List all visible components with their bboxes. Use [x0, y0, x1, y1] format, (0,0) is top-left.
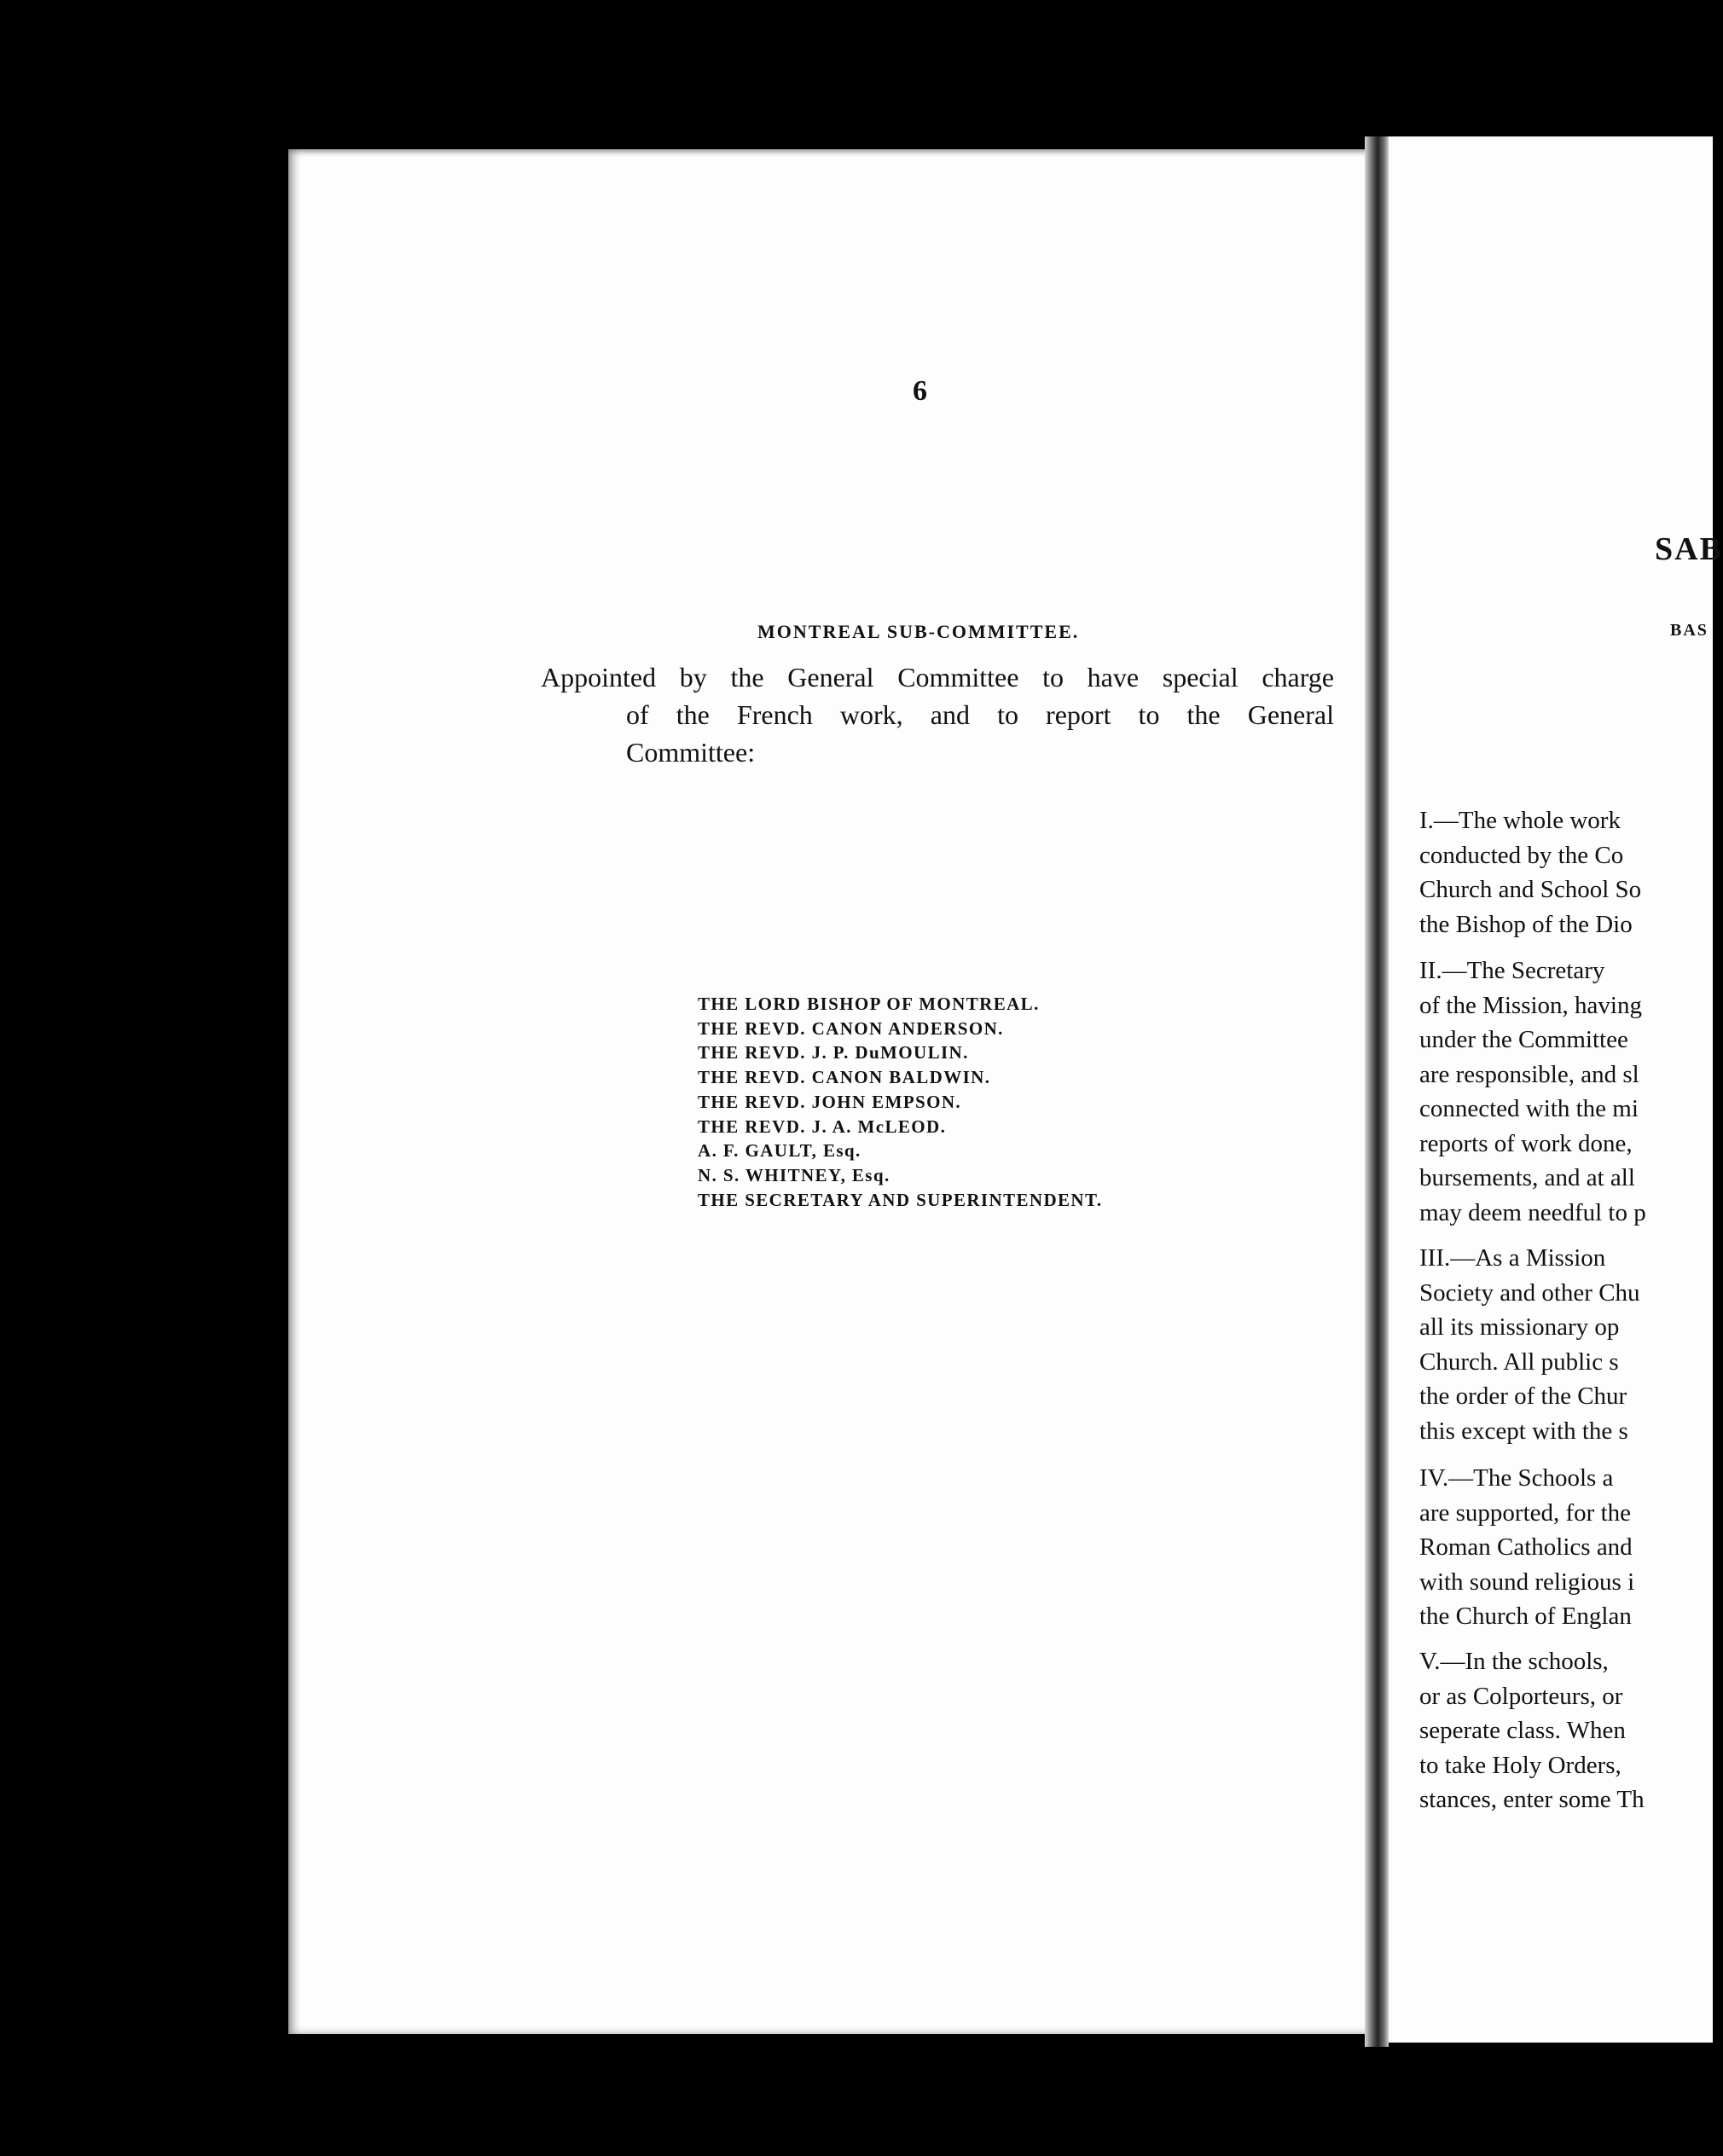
- member-name: THE LORD BISHOP OF MONTREAL.: [698, 994, 1040, 1014]
- text-line: with sound religious i: [1419, 1568, 1635, 1596]
- paragraph-v: [1419, 1644, 1645, 1817]
- paragraph-iii: [1419, 1241, 1640, 1448]
- text-line: or as Colporteurs, or: [1419, 1682, 1623, 1710]
- member-name: THE SECRETARY AND SUPERINTENDENT.: [698, 1189, 1103, 1210]
- committee-description: [541, 658, 1334, 771]
- text-line: the order of the Chur: [1419, 1382, 1627, 1410]
- description-line: Appointed by the General Committee to have special charge: [541, 662, 1334, 693]
- member-name: A. F. GAULT, Esq.: [698, 1140, 862, 1162]
- text-line: Church. All public s: [1419, 1348, 1619, 1376]
- text-line: are responsible, and sl: [1419, 1060, 1639, 1088]
- right-page: [1389, 136, 1723, 2043]
- description-line: of the French work, and to report to the General: [626, 699, 1334, 730]
- page-number: 6: [913, 375, 927, 407]
- text-line: to take Holy Orders,: [1419, 1751, 1621, 1779]
- text-line: the Bishop of the Dio: [1419, 910, 1633, 938]
- text-line: the Church of Englan: [1419, 1603, 1632, 1630]
- text-line: IV.—The Schools a: [1419, 1464, 1614, 1492]
- paragraph-i: [1419, 803, 1641, 942]
- text-line: stances, enter some Th: [1419, 1786, 1645, 1813]
- member-name: N. S. WHITNEY, Esq.: [698, 1164, 891, 1185]
- right-page-subheading: BAS: [1670, 621, 1708, 640]
- member-name: THE REVD. CANON ANDERSON.: [698, 1017, 1004, 1039]
- text-line: may deem needful to p: [1419, 1198, 1646, 1226]
- committee-title: MONTREAL SUB-COMMITTEE.: [757, 621, 1080, 642]
- paragraph-iv: [1419, 1461, 1634, 1634]
- text-line: this except with the s: [1419, 1417, 1628, 1445]
- text-line: III.—As a Mission: [1419, 1244, 1606, 1272]
- text-line: conducted by the Co: [1419, 841, 1624, 869]
- text-line: Society and other Chu: [1419, 1278, 1640, 1307]
- text-line: connected with the mi: [1419, 1095, 1639, 1122]
- text-line: of the Mission, having: [1419, 991, 1642, 1019]
- text-line: are supported, for the: [1419, 1498, 1632, 1527]
- text-line: II.—The Secretary: [1419, 957, 1605, 984]
- member-name: THE REVD. J. A. McLEOD.: [698, 1116, 947, 1137]
- text-line: reports of work done,: [1419, 1129, 1633, 1157]
- member-list: [698, 992, 1103, 1212]
- text-line: under the Committee: [1419, 1026, 1628, 1053]
- text-line: seperate class. When: [1419, 1717, 1626, 1744]
- right-page-heading: SAB: [1655, 531, 1723, 567]
- member-name: THE REVD. CANON BALDWIN.: [698, 1067, 991, 1088]
- member-name: THE REVD. J. P. DuMOULIN.: [698, 1042, 969, 1064]
- text-line: I.—The whole work: [1419, 807, 1621, 834]
- description-line: Committee:: [626, 737, 756, 768]
- member-name: THE REVD. JOHN EMPSON.: [698, 1091, 962, 1112]
- paragraph-ii: [1419, 953, 1646, 1230]
- text-line: Church and School So: [1419, 876, 1642, 903]
- text-line: V.—In the schools,: [1419, 1648, 1609, 1675]
- text-line: bursements, and at all: [1419, 1164, 1635, 1191]
- text-line: Roman Catholics and: [1419, 1533, 1633, 1561]
- text-line: all its missionary op: [1419, 1313, 1620, 1341]
- book-gutter: [1365, 136, 1389, 2047]
